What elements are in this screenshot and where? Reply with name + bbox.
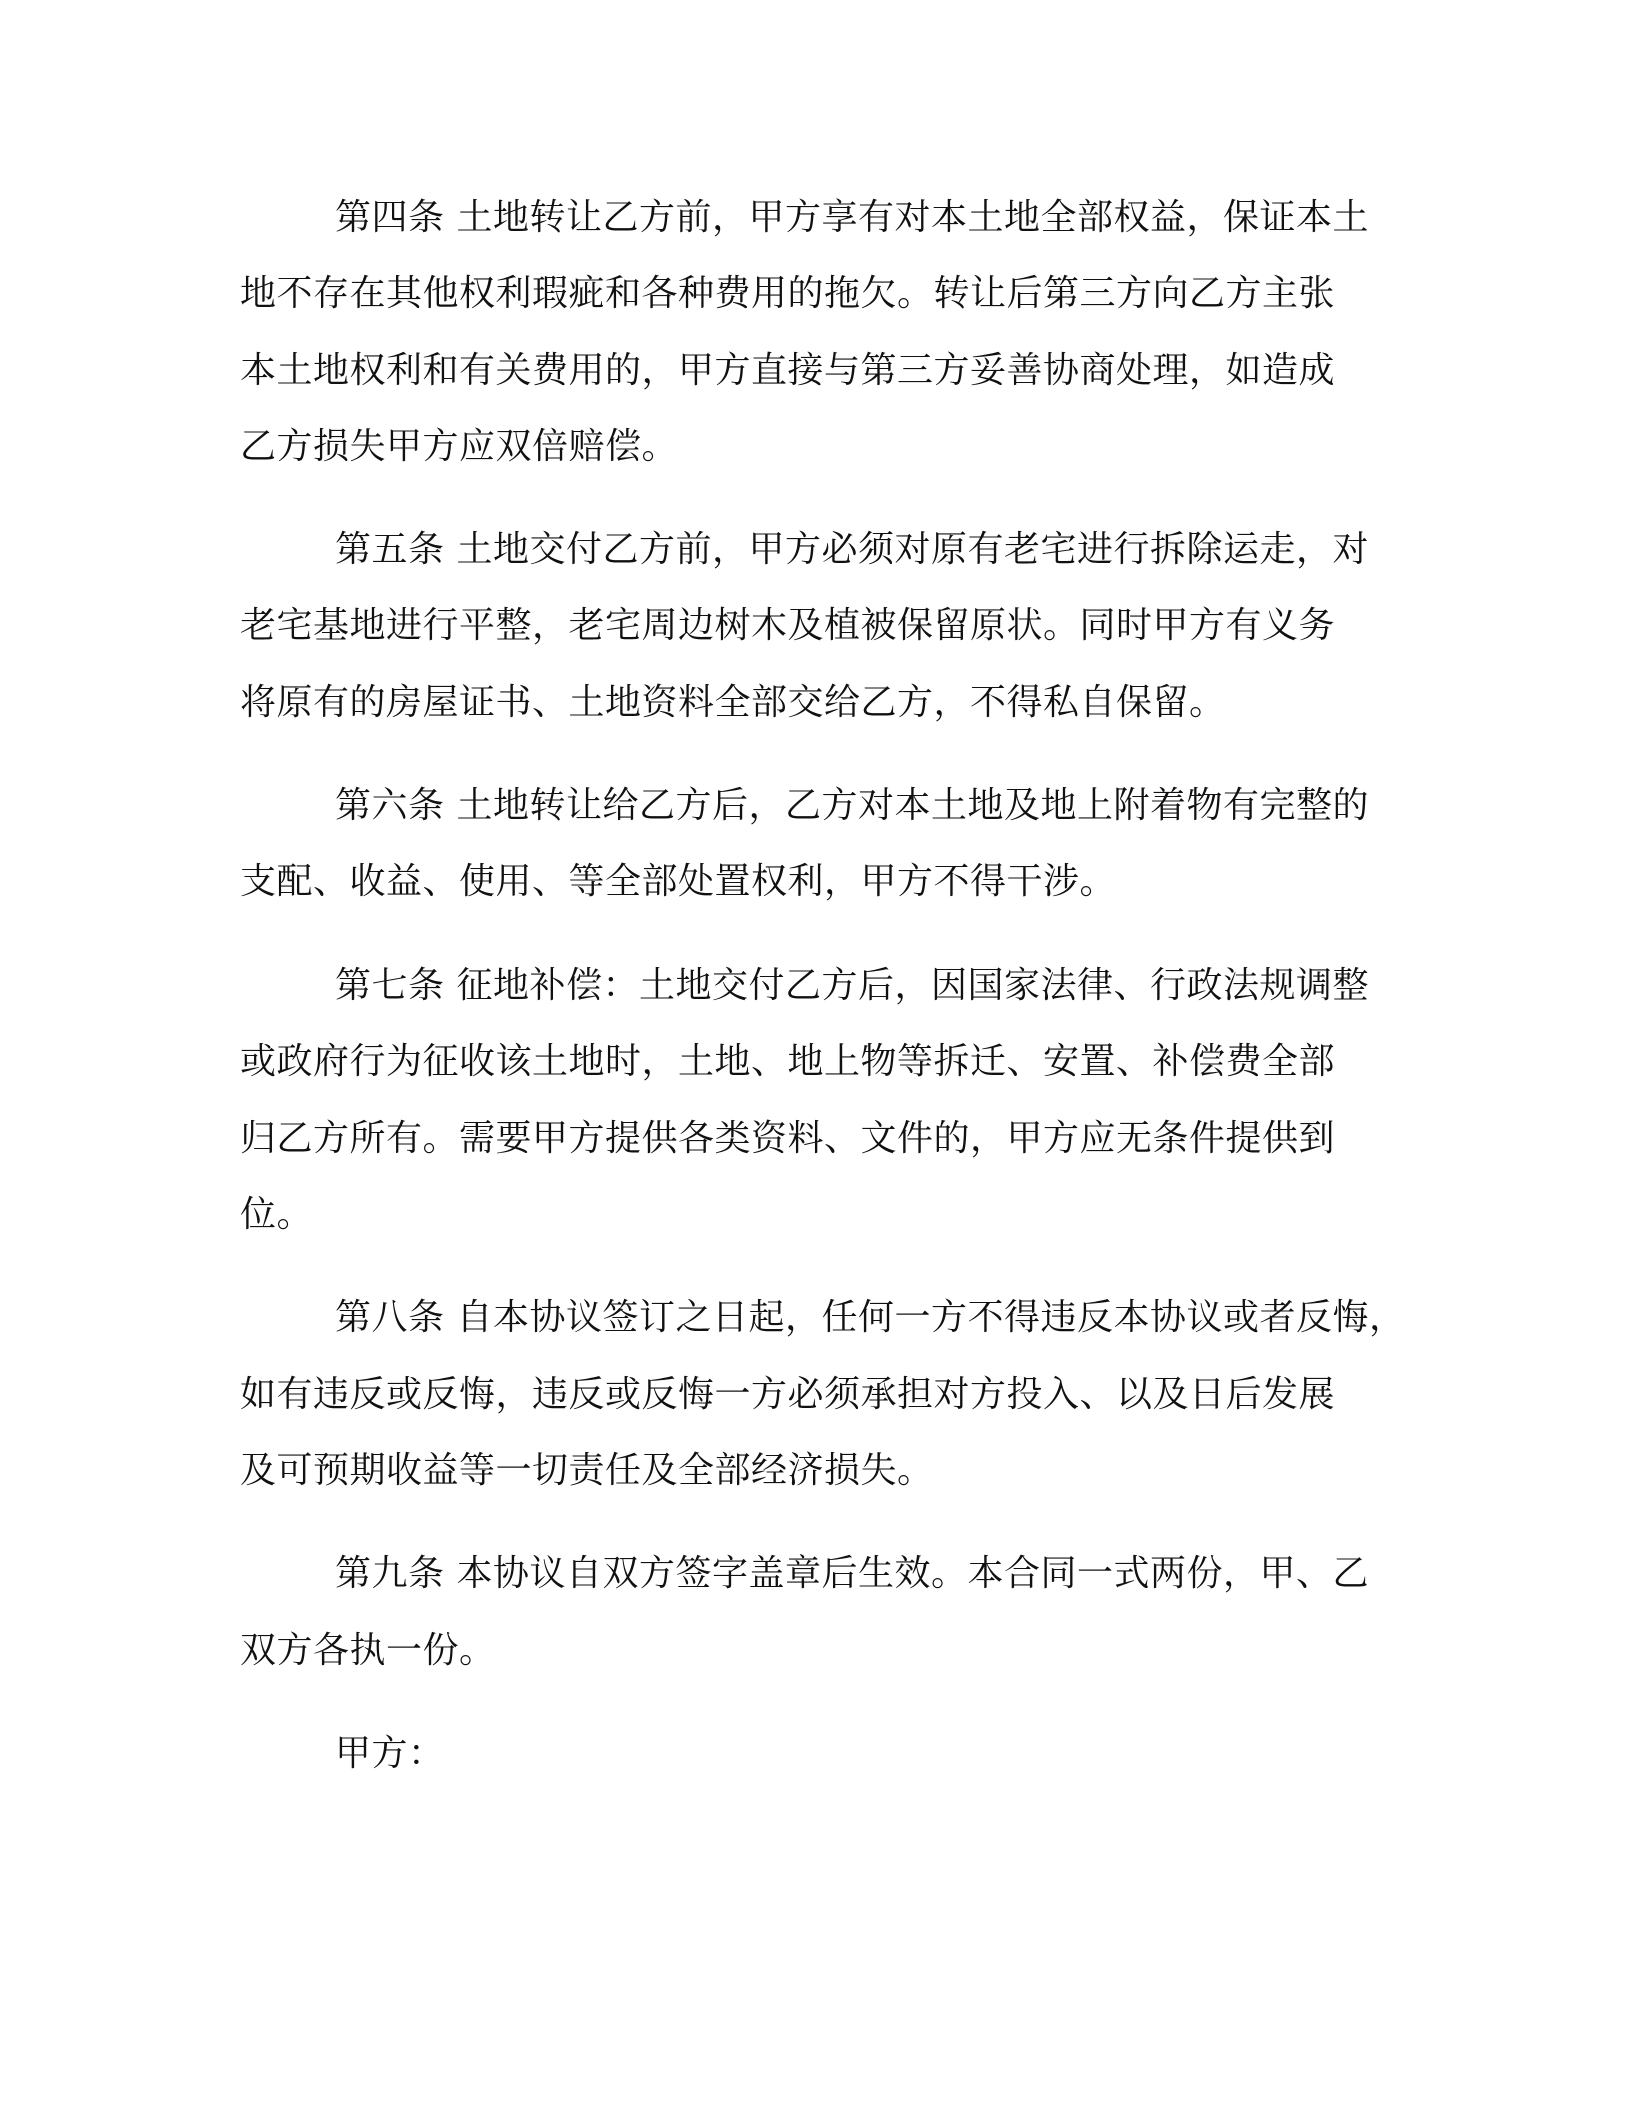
clause-7-line-3: 归乙方所有。需要甲方提供各类资料、文件的，甲方应无条件提供到 [240,1118,1336,1159]
clause-7-line-2: 或政府行为征收该土地时，土地、地上物等拆迁、安置、补偿费全部 [240,1041,1336,1082]
clause-4-line-2: 地不存在其他权利瑕疵和各种费用的拖欠。转让后第三方向乙方主张 [240,273,1336,314]
clause-4-line-1: 第四条 土地转让乙方前，甲方享有对本土地全部权益，保证本土 [335,197,1369,238]
clause-7-line-4: 位。 [240,1194,314,1235]
clause-9-line-1: 第九条 本协议自双方签字盖章后生效。本合同一式两份，甲、乙 [335,1553,1369,1594]
clause-5-line-3: 将原有的房屋证书、土地资料全部交给乙方，不得私自保留。 [240,682,1226,723]
clause-8-line-1: 第八条 自本协议签订之日起，任何一方不得违反本协议或者反悔， [335,1297,1406,1338]
clause-5-line-1: 第五条 土地交付乙方前，甲方必须对原有老宅进行拆除运走，对 [335,529,1369,570]
clause-4-line-3: 本土地权利和有关费用的，甲方直接与第三方妥善协商处理，如造成 [240,350,1336,391]
clause-8-line-3: 及可预期收益等一切责任及全部经济损失。 [240,1450,934,1491]
clause-6-line-1: 第六条 土地转让给乙方后，乙方对本土地及地上附着物有完整的 [335,785,1369,826]
clause-6-line-2: 支配、收益、使用、等全部处置权利，甲方不得干涉。 [240,861,1117,902]
clause-8-line-2: 如有违反或反悔，违反或反悔一方必须承担对方投入、以及日后发展 [240,1374,1336,1415]
party-a-signature-label: 甲方： [335,1733,445,1774]
clause-4-line-4: 乙方损失甲方应双倍赔偿。 [240,426,679,467]
clause-9-line-2: 双方各执一份。 [240,1630,496,1671]
clause-5-line-2: 老宅基地进行平整，老宅周边树木及植被保留原状。同时甲方有义务 [240,605,1336,646]
clause-7-line-1: 第七条 征地补偿：土地交付乙方后，因国家法律、行政法规调整 [335,965,1369,1006]
